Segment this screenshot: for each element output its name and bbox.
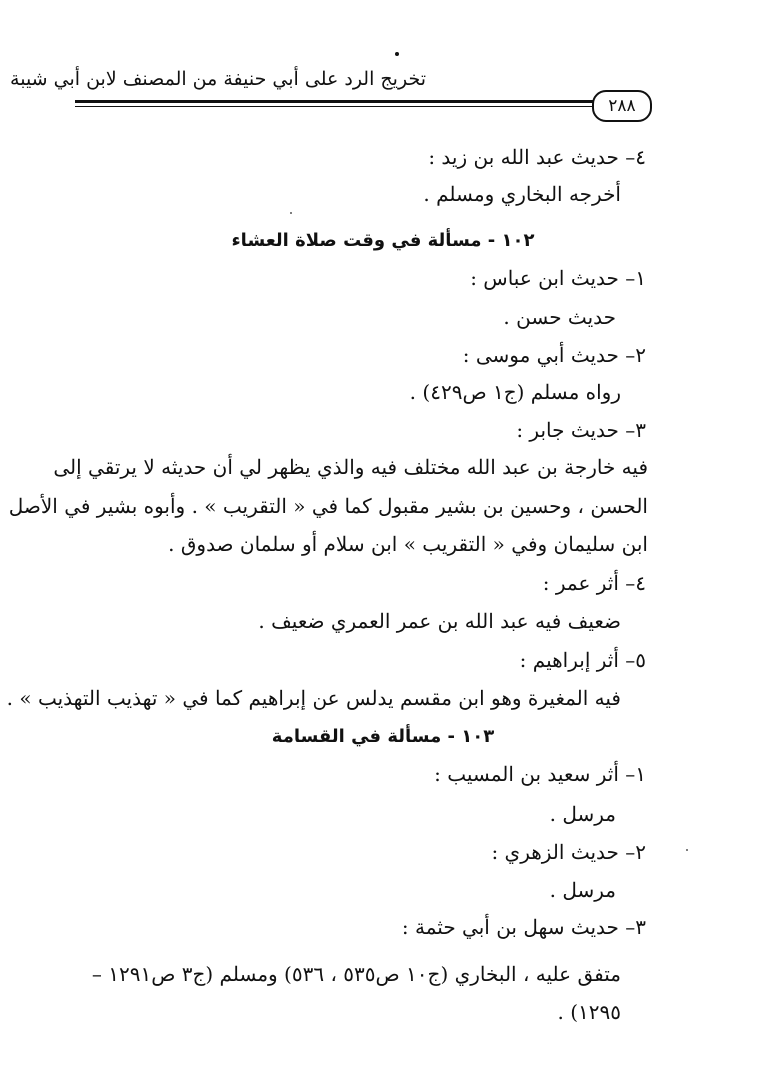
item-heading: ٣– حديث سهل بن أبي حثمة : — [401, 915, 646, 939]
item-text: ضعيف فيه عبد الله بن عمر العمري ضعيف . — [258, 609, 621, 633]
item-heading: ٤– أثر عمر : — [542, 571, 646, 595]
paragraph-line: ابن سليمان وفي « التقريب » ابن سلام أو سلمان صدوق . — [168, 532, 648, 556]
item-text: مرسل . — [549, 802, 616, 826]
scan-speck — [290, 212, 292, 214]
paragraph-line: الحسن ، وحسين بن بشير مقبول كما في « التقريب » . وأبوه بشير في الأصل — [8, 494, 648, 518]
item-text: مرسل . — [549, 878, 616, 902]
item-heading: ١– أثر سعيد بن المسيب : — [434, 762, 646, 786]
item-text: فيه المغيرة وهو ابن مقسم يدلس عن إبراهيم كما في « تهذيب التهذيب » . — [6, 686, 621, 710]
header-rule-thin — [75, 106, 593, 107]
item-heading: ٢– حديث أبي موسى : — [462, 343, 646, 367]
item-heading: ٢– حديث الزهري : — [491, 840, 646, 864]
page-number-badge: ٢٨٨ — [592, 90, 652, 122]
item-text: حديث حسن . — [503, 305, 616, 329]
item-heading: ٥– أثر إبراهيم : — [519, 648, 646, 672]
section-heading: ١٠٣ - مسألة في القسامة — [271, 726, 495, 747]
scan-speck — [686, 849, 688, 851]
item-heading: ٣– حديث جابر : — [516, 418, 646, 442]
section-heading: ١٠٢ - مسألة في وقت صلاة العشاء — [231, 230, 535, 251]
item-text: ١٢٩٥) . — [557, 1000, 621, 1024]
item-heading: ٤– حديث عبد الله بن زيد : — [428, 145, 646, 169]
item-text: أخرجه البخاري ومسلم . — [423, 182, 621, 206]
header-rule-thick — [75, 100, 593, 103]
paragraph-line: فيه خارجة بن عبد الله مختلف فيه والذي يظهر لي أن حديثه لا يرتقي إلى — [53, 455, 648, 479]
item-heading: ١– حديث ابن عباس : — [470, 266, 646, 290]
item-text: متفق عليه ، البخاري (ج١٠ ص٥٣٥ ، ٥٣٦) ومسلم (ج٣ ص١٢٩١ – — [91, 962, 621, 986]
running-header-title: تخريج الرد على أبي حنيفة من المصنف لابن أبي شيبة — [10, 68, 426, 90]
item-text: رواه مسلم (ج١ ص٤٢٩) . — [409, 380, 621, 404]
ink-dot — [395, 52, 399, 56]
